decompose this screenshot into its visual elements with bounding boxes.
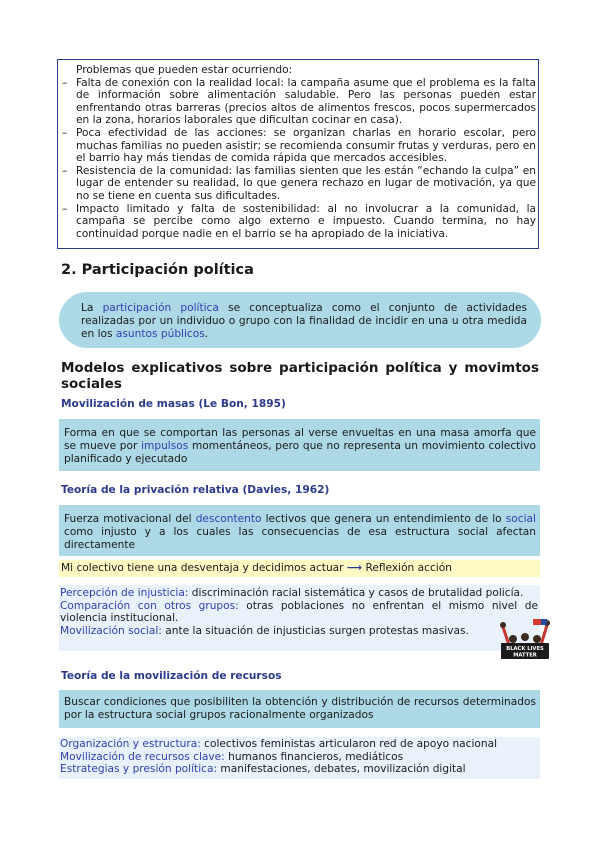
subheading-privacion: Teoría de la privación relativa (Davies, 1962) — [61, 484, 330, 496]
body-text: lectivos que genera un entendimiento de lo — [261, 513, 506, 525]
problems-intro: Problemas que pueden estar ocurriendo: — [76, 64, 293, 76]
subheading-masas: Movilización de masas (Le Bon, 1895) — [61, 398, 286, 410]
term-label: Organización y estructura: — [60, 738, 201, 750]
list-item: – Falta de conexión con la realidad local: la campaña asume que el problema es la falta de información sobre alimentación saludable. Pero las personas pueden estar enfrentando otras barreras (precios altos de alimentos frescos, pocos supermercados en la zona, horarios laborales que dificultan cocinar en casa). — [62, 77, 536, 127]
masas-box — [59, 419, 540, 471]
term-text: colectivos feministas articularon red de apoyo nacional — [200, 738, 498, 750]
sign-text-line-1: BLACK LIVES — [506, 646, 544, 652]
sign-text-line-2: MATTER — [513, 652, 537, 659]
body-text: como injusto y a los cuales las consecuencias de esa estructura social afectan directamente — [64, 526, 536, 551]
term-text: humanos financieros, mediáticos — [224, 750, 404, 763]
term-link[interactable]: impulsos — [141, 440, 189, 452]
term-label: Movilización de recursos clave: — [60, 750, 225, 763]
list-item: – Impacto limitado y falta de sostenibilidad: al no involucrar a la comunidad, la campaña se percibe como algo externo e impuesto. Cuando termina, no hay continuidad porque nadie en el barrio se ha apropiado de la iniciativa. — [62, 203, 536, 241]
list-item — [60, 625, 538, 638]
callout-text: La — [81, 302, 103, 314]
term-label: Estrategias y presión política: — [60, 763, 218, 776]
list-item — [60, 751, 538, 764]
body-text: Fuerza motivacional del — [64, 513, 196, 525]
term-link[interactable]: asuntos públicos — [115, 328, 205, 340]
term-link[interactable]: participación política — [102, 302, 219, 314]
recursos-box: Buscar condiciones que posibiliten la obtención y distribución de recursos determinados por la estructura social grupos racionalmente organizados — [59, 690, 540, 728]
term-text: ante la situación de injusticias surgen protestas masivas. — [161, 624, 469, 637]
list-item — [60, 587, 538, 600]
term-label: Comparación con otros grupos: — [60, 599, 239, 612]
problems-list — [62, 77, 536, 241]
term-text: discriminación racial sistemática y casos de brutalidad policía. — [188, 587, 524, 599]
list-item — [60, 600, 538, 625]
models-title: Modelos explicativos sobre participación política y movimtos sociales — [61, 360, 539, 392]
section-title: 2. Participación política — [61, 262, 254, 278]
term-label: Movilización social: — [60, 624, 162, 637]
list-item: – Resistencia de la comunidad: las familias sienten que les están “echando la culpa” en lugar de entender su realidad, lo que genera rechazo en lugar de motivación, ya que no se tiene en cuenta sus dificultades. — [62, 165, 536, 203]
callout-text: . — [204, 328, 209, 340]
problems-box — [57, 59, 539, 249]
term-link[interactable]: social — [505, 513, 536, 525]
arrow-icon: ⟶ — [346, 562, 363, 574]
callout-text: se conceptualiza como el conjunto de actividades realizadas por un individuo o grupo con la finalidad de incidir en una u otra medida en los — [81, 302, 528, 340]
privacion-list — [59, 585, 540, 651]
term-text: manifestaciones, debates, movilización digital — [217, 763, 466, 776]
list-item — [60, 738, 538, 751]
subheading-recursos: Teoría de la movilización de recursos — [61, 670, 282, 682]
term-link[interactable]: descontento — [195, 513, 262, 525]
list-item: – Poca efectividad de las acciones: se organizan charlas en horario escolar, pero muchas familias no pueden asistir; se recomienda consumir frutas y verduras, pero en el barrio hay más tiendas de comida rápida que mercados accesibles. — [62, 127, 536, 165]
list-item — [60, 763, 538, 776]
action-text: Mi colectivo tiene una desventaja y decidimos actuar — [61, 562, 344, 574]
action-result: Reflexión acción — [365, 562, 452, 574]
privacion-box — [59, 505, 540, 556]
recursos-list — [59, 737, 540, 779]
body-text: Forma en que se comportan las personas al verse envueltas en una masa amorfa que se mueve por — [64, 427, 536, 452]
term-label: Percepción de injusticia: — [60, 587, 189, 599]
protest-illustration — [497, 617, 553, 663]
action-bar — [59, 560, 540, 577]
definition-callout — [59, 292, 541, 348]
term-text: otras poblaciones no enfrentan el mismo nivel de violencia institucional. — [60, 599, 538, 625]
body-text: momentáneos, pero que no representa un movimiento colectivo planificado y ejecutado — [64, 440, 536, 465]
